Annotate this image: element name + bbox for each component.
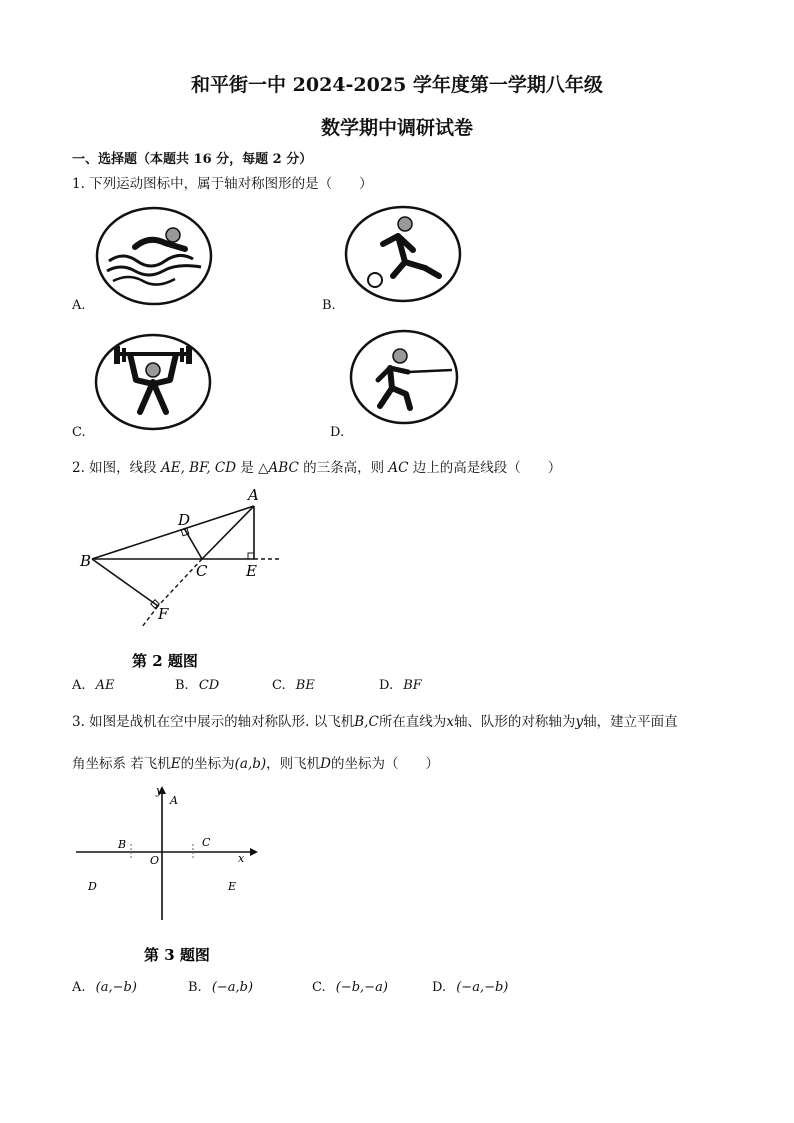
option-b-label: B. — [322, 298, 336, 313]
q3-option-c-letter: C. — [312, 980, 326, 995]
q3-option-a-value: (a,−b) — [95, 980, 137, 995]
right-angle-d — [181, 528, 189, 536]
q3-option-b-value: (−a,b) — [211, 980, 254, 995]
q2-option-d-value: BF — [403, 678, 422, 693]
label-a: A — [170, 794, 178, 807]
right-angle-e — [248, 553, 254, 559]
label-b: B — [80, 552, 92, 570]
label-d: D — [88, 880, 97, 893]
q3-option-c[interactable] — [312, 980, 388, 995]
q3-option-b-letter: B. — [188, 980, 202, 995]
label-e: E — [228, 880, 237, 893]
q3-bc: B,C — [354, 714, 379, 730]
q3-line1-prefix: 3. 如图是战机在空中展示的轴对称队形. 以飞机 — [72, 714, 355, 730]
label-d: D — [178, 511, 191, 529]
q2-option-c-letter: C. — [272, 678, 286, 693]
q2-stem-mid: 是 — [240, 460, 254, 476]
q3-figure-caption: 第 3 题图 — [144, 946, 210, 964]
q3-option-a-letter: A. — [72, 980, 86, 995]
q3-line1-mid2: 轴、队形的对称轴为 — [453, 714, 576, 730]
q2-option-a-letter: A. — [72, 678, 86, 693]
question-1-stem: 1. 下列运动图标中，属于轴对称图形的是（ ） — [72, 176, 373, 192]
q3-coordinate-figure — [72, 782, 262, 972]
q2-triangle: △ABC — [258, 460, 299, 476]
q3-d: D — [320, 756, 331, 772]
q2-figure-caption: 第 2 题图 — [132, 652, 198, 670]
q3-line1-suffix: 轴，建立平面直 — [583, 714, 678, 730]
q2-option-c-value: BE — [295, 678, 315, 693]
question-3-line-1 — [72, 710, 678, 730]
fencing-icon — [348, 328, 460, 426]
segment-ba — [92, 506, 254, 559]
q3-option-d-letter: D. — [432, 980, 447, 995]
label-c: C — [196, 562, 208, 580]
label-o: O — [150, 854, 160, 867]
exam-title: 和平街一中 2024-2025 学年度第一学期八年级 — [191, 74, 603, 96]
q3-line2-mid2: ，则飞机 — [266, 756, 321, 772]
q2-option-c[interactable] — [272, 678, 315, 693]
weightlifting-icon — [92, 332, 214, 432]
q2-option-a[interactable] — [72, 678, 115, 693]
label-c: C — [202, 836, 211, 849]
option-a-label: A. — [72, 298, 86, 313]
q3-y: y — [575, 714, 584, 730]
label-y: y — [156, 784, 163, 797]
q3-option-b[interactable] — [188, 980, 253, 995]
q3-option-a[interactable] — [72, 980, 137, 995]
section-heading: 一、选择题（本题共 16 分，每题 2 分） — [72, 152, 313, 167]
swimming-icon — [93, 205, 215, 307]
q3-coord: (a,b) — [234, 756, 267, 772]
question-2-stem — [72, 456, 561, 476]
q2-side: AC — [388, 460, 409, 476]
q2-option-b-value: CD — [198, 678, 220, 693]
q3-option-d-value: (−a,−b) — [456, 980, 509, 995]
label-e: E — [246, 562, 257, 580]
q3-x: x — [446, 714, 454, 730]
q2-stem-mid2: 的三条高，则 — [303, 460, 385, 476]
q2-segments: AE, BF, CD — [160, 460, 237, 476]
q3-line1-mid: 所在直线为 — [378, 714, 447, 730]
option-d-label: D. — [330, 425, 345, 440]
q2-option-b[interactable] — [175, 678, 219, 693]
label-x: x — [238, 852, 245, 865]
q3-line2-prefix: 角坐标系 若飞机 — [72, 756, 171, 772]
q2-option-b-letter: B. — [175, 678, 189, 693]
q3-line2-mid: 的坐标为 — [180, 756, 235, 772]
q2-option-d-letter: D. — [379, 678, 394, 693]
q3-option-c-value: (−b,−a) — [335, 980, 388, 995]
option-c-label: C. — [72, 425, 86, 440]
label-a: A — [248, 486, 259, 504]
soccer-runner-icon — [343, 204, 463, 304]
exam-subtitle: 数学期中调研试卷 — [320, 117, 473, 139]
q2-option-a-value: AE — [95, 678, 115, 693]
x-axis-arrow — [250, 848, 258, 856]
label-f: F — [158, 605, 169, 623]
segment-bf — [92, 559, 158, 606]
label-b: B — [118, 838, 127, 851]
q2-option-d[interactable] — [379, 678, 422, 693]
q3-option-d[interactable] — [432, 980, 508, 995]
q2-triangle-figure — [72, 482, 292, 672]
segment-cd — [184, 528, 202, 559]
question-3-line-2 — [72, 752, 439, 772]
extension-af — [142, 606, 158, 627]
q3-e: E — [170, 756, 181, 772]
q2-stem-suffix: 边上的高是线段（ ） — [412, 460, 562, 476]
q3-line2-suffix: 的坐标为（ ） — [331, 756, 439, 772]
q2-stem-prefix: 2. 如图，线段 — [72, 460, 157, 476]
